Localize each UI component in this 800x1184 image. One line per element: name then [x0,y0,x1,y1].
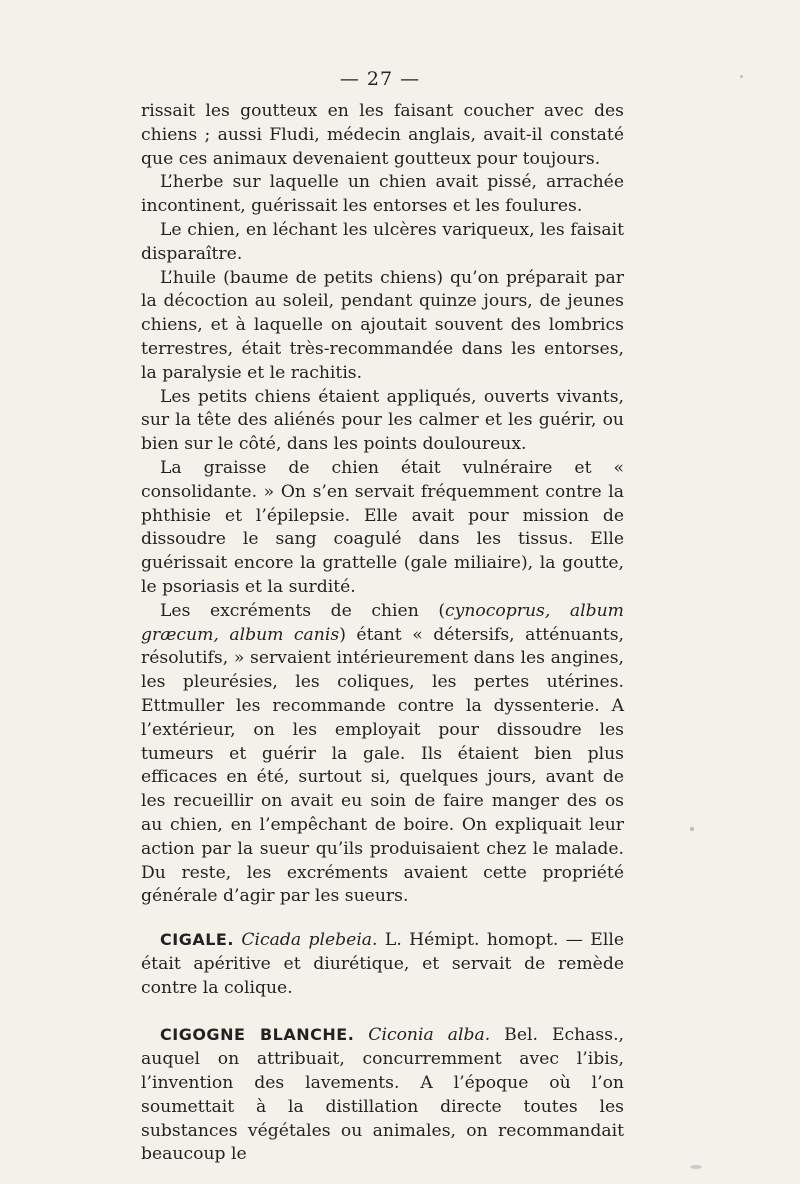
paper-speck [690,1165,702,1169]
page-number: — 27 — [339,68,421,90]
entry-text: Bel. Echass., auquel on attribuait, concurremment avec l’ibis, l’invention des lavements. A l’époque où l’on soumettait à la distillation directe toutes les substances végétales ou animales, on recommandait beaucoup le [141,1025,624,1165]
paragraph-oil: L’huile (baume de petits chiens) qu’on préparait par la décoction au soleil, pendant quinze jours, de jeunes chiens, et à laquelle on ajoutait souvent des lombrics terrestres, était très-recommandée dans les entorses, la paralysie et le rachitis. [141,267,624,383]
entry-latin-name: Ciconia alba. [368,1025,491,1046]
entry-headword: CIGALE. [160,930,234,950]
excrements-text-start: Les excréments de chien ( [160,600,446,621]
excrements-text-end: ) étant « détersifs, atténuants, résolutifs, » servaient intérieurement dans les angines, les pleurésies, les coliques, les pertes utérines. Ettmuller les recommande contre la dyssenterie. A l’extérieur, on les employait pour dissoudre les tumeurs et guérir la gale. Ils étaient bien plus efficaces en été, surtout si, quelques jours, avant de les recueillir on avait eu soin de faire manger des os au chien, en l’empêchant de boire. On expliquait leur action par la sueur qu’ils produisaient chez le malade. Du reste, les excréments avaient cette propriété générale d’agir par les sueurs. [141,624,625,907]
paragraph-excrements [141,600,624,909]
entry-headword: CIGOGNE BLANCHE. [160,1025,355,1045]
paper-speck [690,827,694,831]
body-text [141,100,624,1167]
entry-cigogne-blanche [141,1023,624,1167]
paragraph-ulcers: Le chien, en léchant les ulcères variqueux, les faisait disparaître. [141,219,624,264]
entry-text: L. Hémipt. homopt. — Elle était apéritive et diurétique, et servait de remède contre la colique. [141,930,624,998]
paragraph-puppies: Les petits chiens étaient appliqués, ouverts vivants, sur la tête des aliénés pour les calmer et les guérir, ou bien sur le côté, dans les points douloureux. [141,386,624,455]
paragraph-fat: La graisse de chien était vulnéraire et « consolidante. » On s’en servait fréquemment contre la phthisie et l’épilepsie. Elle avait pour mission de dissoudre le sang coagulé dans les tissus. Elle guérissait encore la grattelle (gale miliaire), la goutte, le psoriasis et la surdité. [141,457,624,597]
paragraph-gout: rissait les goutteux en les faisant coucher avec des chiens ; aussi Fludi, médecin anglais, avait-il constaté que ces animaux devenaient goutteux pour toujours. [141,101,624,169]
paragraph-herb: L’herbe sur laquelle un chien avait pissé, arrachée incontinent, guérissait les entorses et les foulures. [141,172,624,217]
paper-speck [740,75,743,78]
entry-cigale [141,928,624,1000]
entry-latin-name: Cicada plebeia. [241,930,378,951]
excrements-latin-names: cynocoprus, album græcum, album canis [141,600,624,645]
